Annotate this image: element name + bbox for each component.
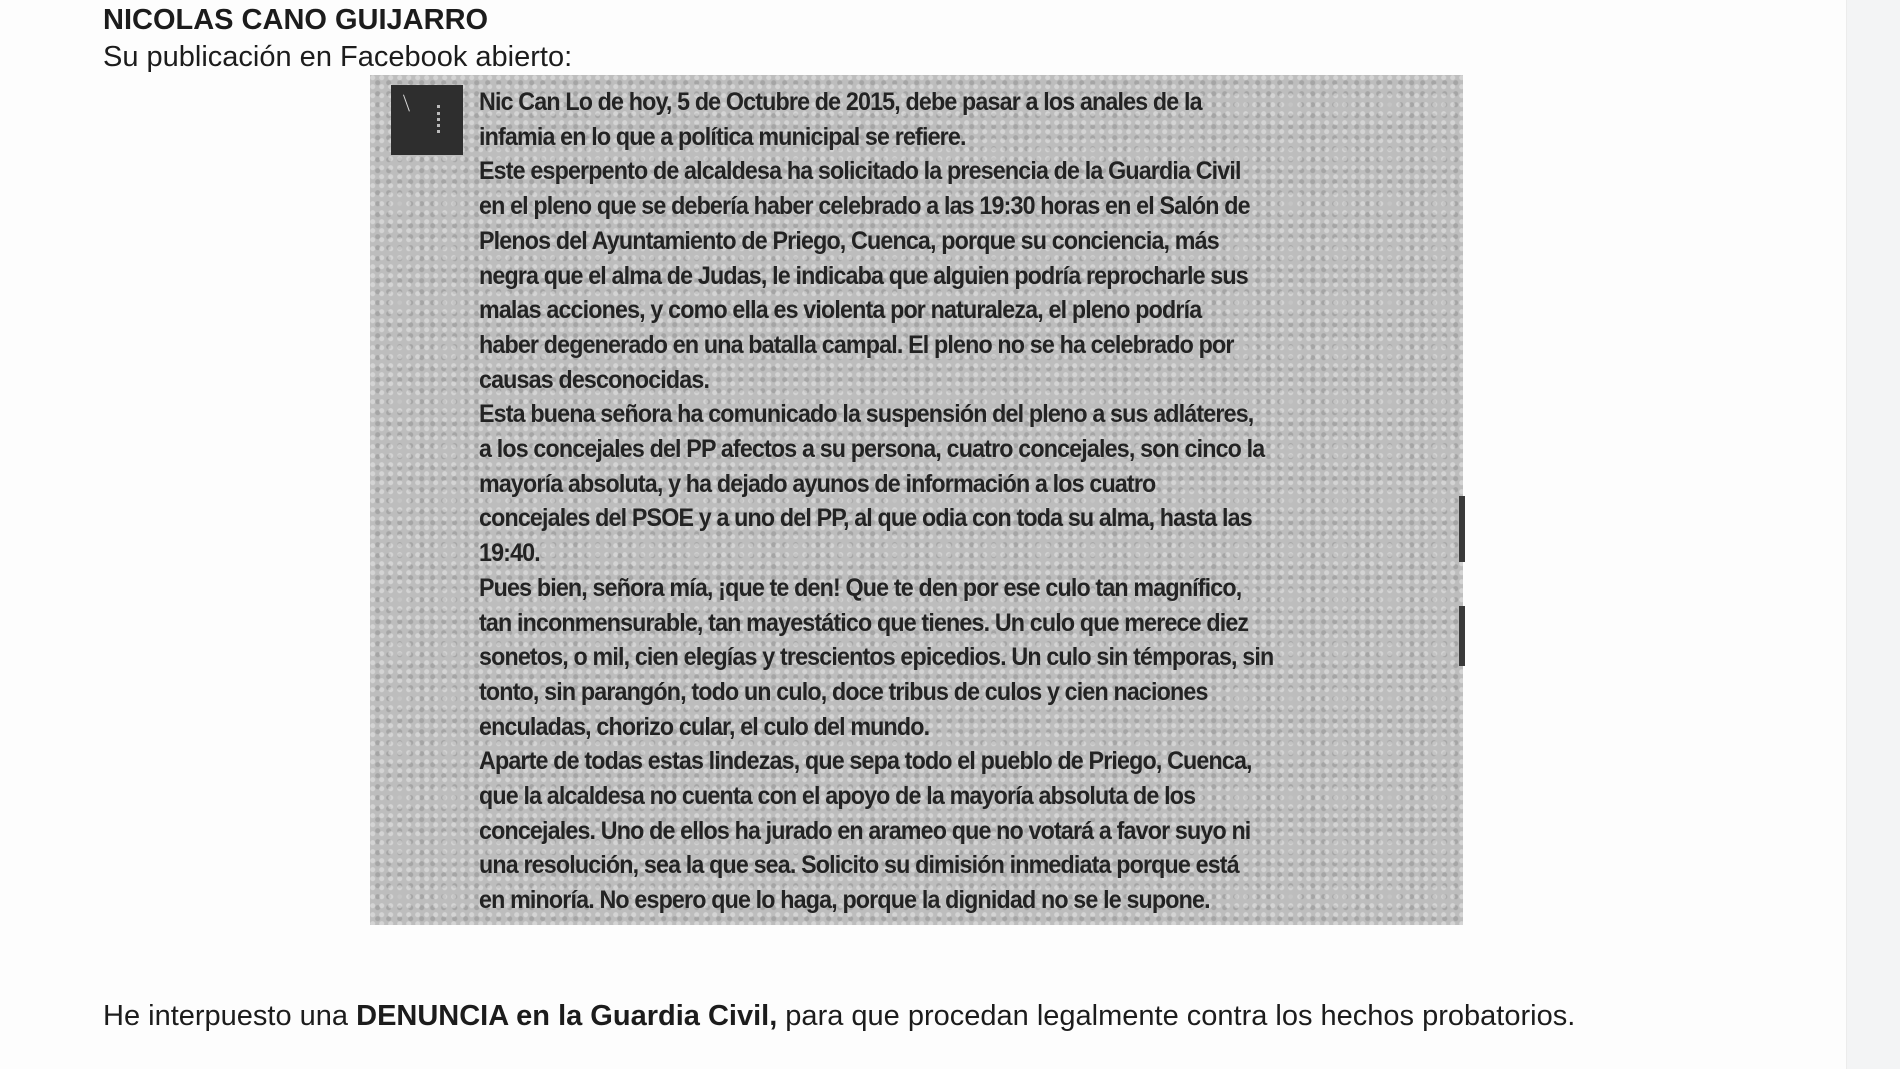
post-line: negra que el alma de Judas, le indicaba que alguien podría reprocharle sus [479,261,1248,290]
post-line: tonto, sin parangón, todo un culo, doce tribus de culos y cien naciones [479,677,1208,706]
intro-text: Su publicación en Facebook abierto: [103,41,573,73]
post-line: tan inconmensurable, tan mayestático que tienes. Un culo que merece diez [479,608,1249,637]
facebook-post-screenshot [370,75,1463,925]
author-name: NICOLAS CANO GUIJARRO [103,4,489,36]
post-line: causas desconocidas. [479,365,710,394]
footer-text-bold: DENUNCIA en la Guardia Civil, [356,1000,778,1032]
logo-dots-icon [437,105,450,133]
post-line: Aparte de todas estas lindezas, que sepa todo el pueblo de Priego, Cuenca, [479,747,1252,776]
scan-artifact-bar [1459,606,1465,666]
post-line: concejales. Uno de ellos ha jurado en arameo que no votará a favor suyo ni [479,816,1251,845]
post-line: 19:40. [479,539,540,568]
post-line: malas acciones, y como ella es violenta por naturaleza, el pleno podría [479,296,1202,325]
footer-statement [103,1000,1575,1033]
footer-text-after: para que procedan legalmente contra los hechos probatorios. [777,1000,1576,1032]
post-line: Nic Can Lo de hoy, 5 de Octubre de 2015, debe pasar a los anales de la [479,88,1202,116]
post-line: Este esperpento de alcaldesa ha solicitado la presencia de la Guardia Civil [479,157,1241,186]
footer-text-before: He interpuesto una [103,1000,357,1032]
post-line: concejales del PSOE y a uno del PP, al que odia con toda su alma, hasta las [479,504,1252,533]
post-line: infamia en lo que a política municipal se refiere. [479,122,966,151]
post-line: enculadas, chorizo cular, el culo del mundo. [479,712,930,741]
post-line: Esta buena señora ha comunicado la suspensión del pleno a sus adláteres, [479,400,1254,429]
post-text [479,85,1333,918]
post-line: en el pleno que se debería haber celebrado a las 19:30 horas en el Salón de [479,192,1250,221]
post-line: a los concejales del PP afectos a su persona, cuatro concejales, son cinco la [479,435,1265,464]
logo-mark-icon: ⟋ [395,92,419,114]
post-line: Pues bien, señora mía, ¡que te den! Que te den por ese culo tan magnífico, [479,573,1242,602]
post-line: Plenos del Ayuntamiento de Priego, Cuenca, porque su conciencia, más [479,226,1219,255]
post-line: mayoría absoluta, y ha dejado ayunos de información a los cuatro [479,469,1156,498]
profile-picture-icon [391,85,463,155]
post-line: haber degenerado en una batalla campal. El pleno no se ha celebrado por [479,330,1234,359]
scan-artifact-bar [1459,496,1465,562]
post-line: una resolución, sea la que sea. Solicito su dimisión inmediata porque está [479,851,1239,880]
post-line: que la alcaldesa no cuenta con el apoyo de la mayoría absoluta de los [479,782,1196,811]
page-edge [1846,0,1900,1069]
post-line: en minoría. No espero que lo haga, porque la dignidad no se le supone. [479,886,1210,915]
post-line: sonetos, o mil, cien elegías y trescientos epicedios. Un culo sin témporas, sin [479,643,1274,672]
